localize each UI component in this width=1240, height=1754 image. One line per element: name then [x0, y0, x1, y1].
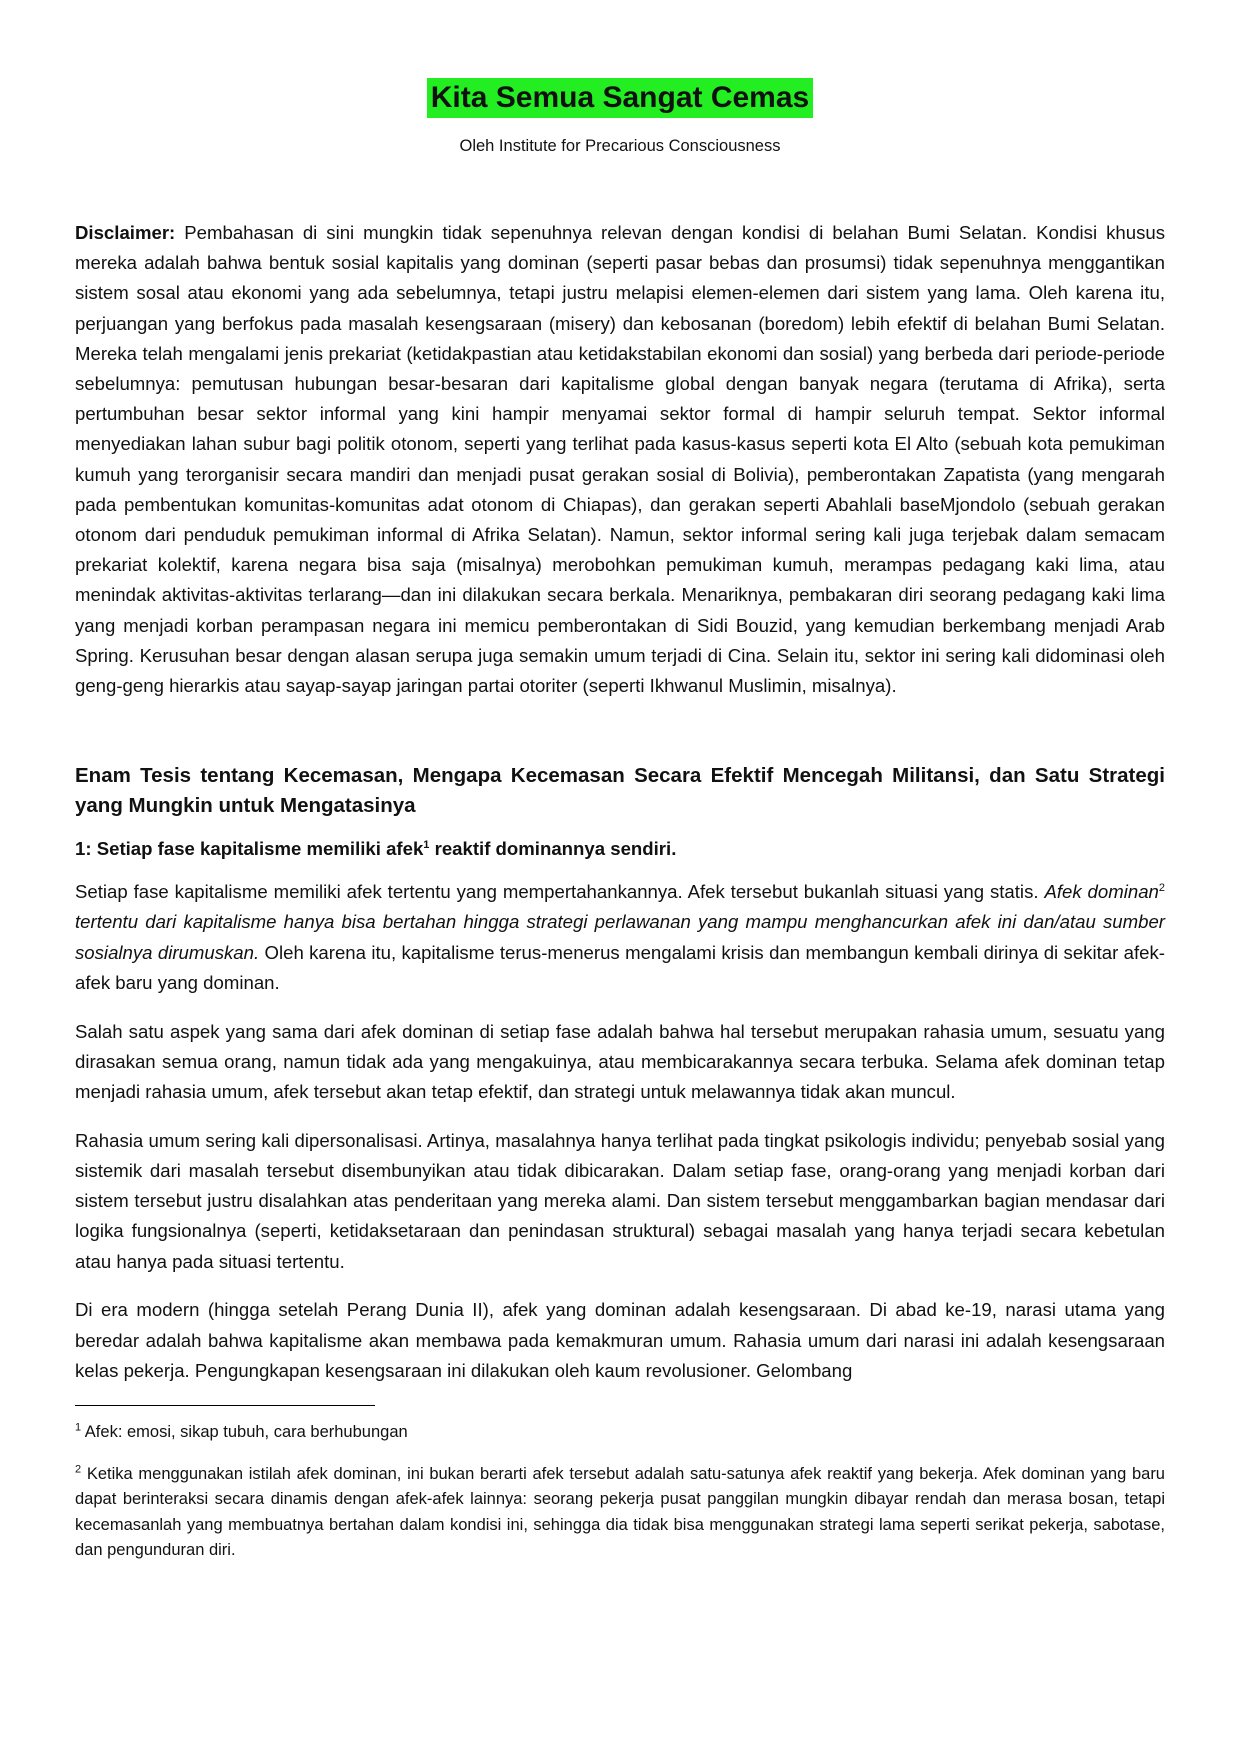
- body-paragraph-4: Di era modern (hingga setelah Perang Dunia II), afek yang dominan adalah kesengsaraan. Di abad ke-19, narasi utama yang beredar adalah bahwa kapitalisme akan membawa pada kemakmuran umum. Rahasia umum dari narasi ini adalah kesengsaraan kelas pekerja. Pengungkapan kesengsaraan ini dilakukan oleh kaum revolusioner. Gelombang: [75, 1299, 1165, 1381]
- disclaimer-label: Disclaimer:: [75, 222, 176, 243]
- footnote-1-text: Afek: emosi, sikap tubuh, cara berhubungan: [81, 1423, 408, 1442]
- thesis-1-heading-text: 1: Setiap fase kapitalisme memiliki afek: [75, 838, 424, 860]
- footnote-2-marker: 2: [75, 1463, 82, 1476]
- para-1-text-b: Oleh karena itu, kapitalisme terus-menerus mengalami krisis dan membangun kembali dirinya di sekitar afek-afek baru yang dominan.: [75, 941, 1165, 993]
- document-page: [75, 0, 1165, 1564]
- footnote-ref-2[interactable]: 2: [1158, 882, 1165, 895]
- body-paragraph-3: Rahasia umum sering kali dipersonalisasi. Artinya, masalahnya hanya terlihat pada tingkat psikologis individu; penyebab sosial yang sistemik dari masalah tersebut disembunyikan atau tidak dibicarakan. Dalam setiap fase, orang-orang yang menjadi korban dari sistem tersebut justru disalahkan atas penderitaan yang mereka alami. Dan sistem tersebut menggambarkan bagian mendasar dari logika fungsionalnya (seperti, ketidaksetaraan dan penindasan struktural) sebagai masalah yang hanya terjadi secara kebetulan atau hanya pada situasi tertentu.: [75, 1129, 1165, 1272]
- para-1-italic-b: tertentu dari kapitalisme hanya bisa bertahan hingga strategi perlawanan yang mampu menghancurkan afek ini dan/atau sumber sosialnya dirumuskan.: [75, 911, 1165, 963]
- footnote-2-text: Ketika menggunakan istilah afek dominan, ini bukan berarti afek tersebut adalah satu-satunya afek reaktif yang bekerja. Afek dominan yang baru dapat berinteraksi secara dinamis dengan afek-afek lainnya: seorang pekerja pusat panggilan mungkin dibayar rendah dan merasa bosan, tetapi kecemasanlah yang membuatnya bertahan dalam kondisi ini, sehingga dia tidak bisa menggunakan strategi lama seperti serikat pekerja, sabotase, dan pengunduran diri.: [75, 1464, 1165, 1560]
- footnote-ref-1[interactable]: 1: [423, 839, 430, 852]
- footnote-divider: [75, 1405, 375, 1406]
- title-block: [75, 78, 1165, 118]
- footnote-1-marker: 1: [75, 1421, 82, 1434]
- body-paragraph-1: [75, 877, 1165, 998]
- thesis-1-heading: [75, 835, 1165, 863]
- footnote-2: [75, 1462, 1165, 1564]
- para-1-text-a: Setiap fase kapitalisme memiliki afek tertentu yang mempertahankannya. Afek tersebut bukanlah situasi yang statis.: [75, 881, 1045, 903]
- thesis-1-heading-tail: reaktif dominannya sendiri.: [429, 838, 677, 860]
- body-paragraph-2: Salah satu aspek yang sama dari afek dominan di setiap fase adalah bahwa hal tersebut merupakan rahasia umum, sesuatu yang dirasakan semua orang, namun tidak ada yang mengakuinya, atau membicarakannya secara terbuka. Selama afek dominan tetap menjadi rahasia umum, afek tersebut akan tetap efektif, dan strategi untuk melawannya tidak akan muncul.: [75, 1020, 1165, 1103]
- disclaimer-paragraph: [75, 218, 1165, 701]
- para-1-italic-a: Afek dominan: [1044, 881, 1159, 903]
- author-line: Oleh Institute for Precarious Consciousness: [459, 137, 781, 155]
- section-heading: Enam Tesis tentang Kecemasan, Mengapa Kecemasan Secara Efektif Mencegah Militansi, dan Satu Strategi yang Mungkin untuk Mengatasinya: [75, 764, 1165, 818]
- document-title: Kita Semua Sangat Cemas: [427, 78, 813, 118]
- disclaimer-text: Pembahasan di sini mungkin tidak sepenuhnya relevan dengan kondisi di belahan Bumi Selatan. Kondisi khusus mereka adalah bahwa bentuk sosial kapitalis yang dominan (seperti pasar bebas dan prosumsi) tidak sepenuhnya menggantikan sistem sosal atau ekonomi yang ada sebelumnya, tetapi justru melapisi elemen-elemen dari sistem yang lama. Oleh karena itu, perjuangan yang berfokus pada masalah kesengsaraan (misery) dan kebosanan (boredom) lebih efektif di belahan Bumi Selatan. Mereka telah mengalami jenis prekariat (ketidakpastian atau ketidakstabilan ekonomi dan sosial) yang berbeda dari periode-periode sebelumnya: pemutusan hubungan besar-besaran dari kapitalisme global dengan banyak negara (terutama di Afrika), serta pertumbuhan besar sektor informal yang kini hampir menyamai sektor formal di hampir seluruh tempat. Sektor informal menyediakan lahan subur bagi politik otonom, seperti yang terlihat pada kasus-kasus seperti kota El Alto (sebuah kota pemukiman kumuh yang terorganisir secara mandiri dan menjadi pusat gerakan sosial di Bolivia), pemberontakan Zapatista (yang mengarah pada pembentukan komunitas-komunitas adat otonom di Chiapas), dan gerakan seperti Abahlali baseMjondolo (sebuah gerakan otonom dari penduduk pemukiman informal di Afrika Selatan). Namun, sektor informal sering kali juga terjebak dalam semacam prekariat kolektif, karena negara bisa saja (misalnya) merobohkan pemukiman kumuh, merampas pedagang kaki lima, atau menindak aktivitas-aktivitas terlarang—dan ini dilakukan secara berkala. Menariknya, pembakaran diri seorang pedagang kaki lima yang menjadi korban perampasan negara ini memicu pemberontakan di Sidi Bouzid, yang kemudian berkembang menjadi Arab Spring. Kerusuhan besar dengan alasan serupa juga semakin umum terjadi di Cina. Selain itu, sektor ini sering kali didominasi oleh geng-geng hierarkis atau sayap-sayap jaringan partai otoriter (seperti Ikhwanul Muslimin, misalnya).: [75, 222, 1165, 697]
- footnote-1: [75, 1420, 1165, 1446]
